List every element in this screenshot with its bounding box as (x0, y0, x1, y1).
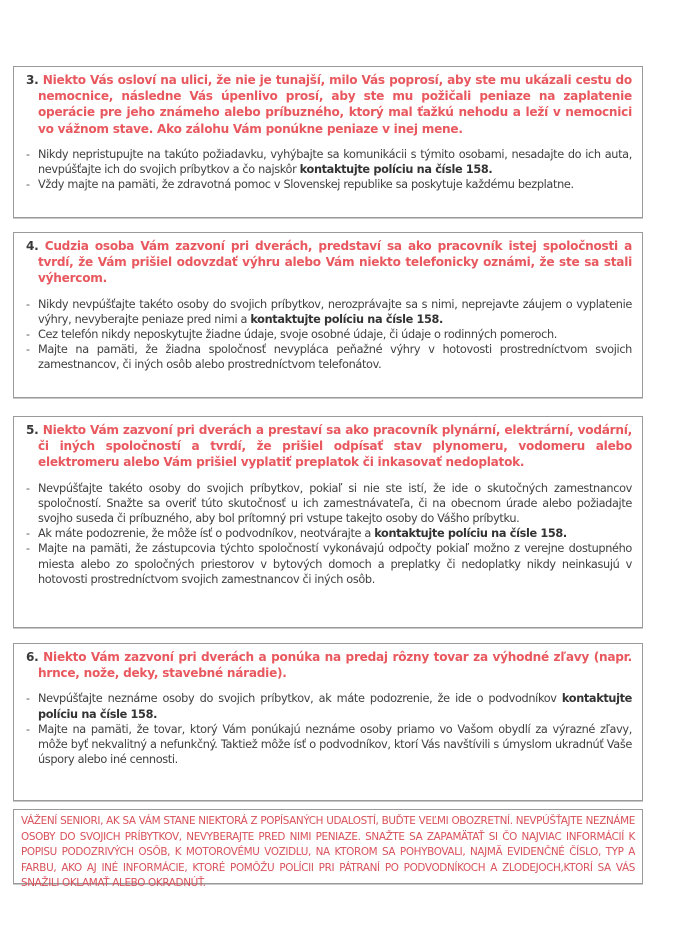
police-contact-text: kontaktujte políciu na čísle 158. (250, 312, 443, 326)
advice-text: Vždy majte na pamäti, že zdravotná pomoc v Slovenskej republike sa poskytuje každému bezplatne. (38, 178, 574, 192)
section-number: 4. (26, 239, 39, 253)
bullet-dash: - (26, 147, 30, 161)
bullet-dash: - (26, 328, 30, 342)
advice-list (26, 691, 632, 767)
section-box-3 (13, 66, 643, 218)
advice-text: Ak máte podozrenie, že môže ísť o podvodníkov, neotvárajte a (38, 527, 375, 541)
section-number: 6. (26, 650, 39, 664)
bullet-dash: - (26, 722, 30, 736)
advice-item (26, 297, 632, 327)
bullet-dash: - (26, 178, 30, 192)
bullet-dash: - (26, 527, 30, 541)
advice-text: Majte na pamäti, že žiadna spoločnosť nevypláca peňažné výhry v hotovosti prostredníctvom svojich zamestnancov, či iných osôb alebo prostredníctvom telefonátov. (38, 343, 632, 372)
section-heading (26, 649, 632, 681)
advice-text: Majte na pamäti, že zástupcovia týchto spoločností vykonávajú odpočty pokiaľ možno z verejne dostupného miesta alebo zo spoločných priestorov v bytových domoch a preplatky či nedoplatky nikdy neinkasujú v hotovosti prostredníctvom svojich zamestnancov či iných osôb. (38, 542, 632, 586)
section-heading-text: Cudzia osoba Vám zazvoní pri dverách, predstaví sa ako pracovník istej spoločnosti a tvrdí, že Vám prišiel odovzdať výhru alebo Vám niekto telefonicky oznámi, že ste sa stali výhercom. (38, 239, 632, 286)
section-heading-text: Niekto Vás osloví na ulici, že nie je tunajší, milo Vás poprosí, aby ste mu ukázali cestu do nemocnice, následne Vás úpenlivo prosí, aby ste mu požičali peniaze na zaplatenie operácie pre jeho známeho alebo príbuzného, ktorý mal ťažkú nehodu a leží v nemocnici vo vážnom stave. Ako zálohu Vám ponúkne peniaze v inej mene. (38, 73, 632, 136)
advice-item (26, 147, 632, 177)
advice-list (26, 147, 632, 193)
police-contact-text: kontaktujte políciu na čísle 158. (374, 527, 567, 541)
advice-list (26, 481, 632, 587)
section-box-6 (13, 643, 643, 801)
section-number: 5. (26, 423, 39, 437)
advice-text: Nevpúšťajte takéto osoby do svojich príbytkov, pokiaľ si nie ste istí, že ide o skutočných zamestnancov spoločností. Snažte sa overiť túto skutočnosť u ich zamestnávateľa, či na obecnom úrade alebo požiadajte svojho suseda či príbuzného, aby bol prítomný pri vstupe takejto osoby do Vášho príbytku. (38, 481, 632, 526)
advice-item (26, 177, 632, 192)
advice-item (26, 342, 632, 372)
warning-box (13, 809, 643, 890)
advice-text: Nikdy nevpúšťajte takéto osoby do svojich príbytkov, nerozprávajte sa s nimi, neprejavte záujem o vyplatenie výhry, nevyberajte peniaze pred nimi a (38, 297, 632, 326)
section-heading-text: Niekto Vám zazvoní pri dverách a prestaví sa ako pracovník plynární, elektrární, vodární, či iných spoločností a tvrdí, že prišiel odpísať stav plynomeru, vodomeru alebo elektromeru alebo Vám prišiel vyplatiť preplatok či inkasovať nedoplatok. (38, 423, 632, 470)
bullet-dash: - (26, 692, 30, 706)
section-heading-text: Niekto Vám zazvoní pri dverách a ponúka na predaj rôzny tovar za výhodné zľavy (napr. hrnce, nože, deky, stavebné náradie). (38, 650, 632, 681)
police-contact-text: kontaktujte políciu na čísle 158. (38, 692, 632, 721)
advice-list (26, 297, 632, 373)
bullet-dash: - (26, 481, 30, 495)
advice-text: Nevpúšťajte neznáme osoby do svojich príbytkov, ak máte podozrenie, že ide o podvodníkov (38, 692, 562, 706)
section-box-4 (13, 232, 643, 398)
advice-item (26, 481, 632, 527)
section-heading (26, 422, 632, 471)
advice-item (26, 526, 632, 541)
section-number: 3. (26, 73, 39, 87)
section-heading (26, 72, 632, 137)
advice-item (26, 722, 632, 768)
advice-text: Cez telefón nikdy neposkytujte žiadne údaje, svoje osobné údaje, či údaje o rodinných pomeroch. (38, 328, 558, 342)
bullet-dash: - (26, 297, 30, 311)
advice-text: Majte na pamäti, že tovar, ktorý Vám ponúkajú neznáme osoby priamo vo Vašom obydlí za výrazné zľavy, môže byť nekvalitný a nefunkčný. Taktiež môže ísť o podvodníkov, ktorí Vás navštívili s úmyslom ukradnúť Vaše úspory alebo iné cennosti. (38, 722, 632, 767)
advice-text: Nikdy nepristupujte na takúto požiadavku, vyhýbajte sa komunikácii s týmito osobami, nesadajte do ich auta, nevpúšťajte ich do svojich príbytkov a čo najskôr (38, 147, 632, 177)
bullet-dash: - (26, 542, 30, 556)
bullet-dash: - (26, 343, 30, 357)
section-heading (26, 238, 632, 287)
advice-item (26, 691, 632, 721)
police-contact-text: kontaktujte políciu na čísle 158. (299, 163, 493, 177)
section-box-5 (13, 416, 643, 628)
advice-item (26, 541, 632, 587)
advice-item (26, 327, 632, 342)
warning-text: VÁŽENÍ SENIORI, AK SA VÁM STANE NIEKTORÁ Z POPÍSANÝCH UDALOSTÍ, BUĎTE VEĽMI OBOZRETNÍ. NEVPÚŠŤAJTE NEZNÁME OSOBY DO SVOJICH PRÍBYTKOV, NEVYBERAJTE PRED NIMI PENIAZE. SNAŽTE SA ZAPAMÄTAŤ SI ČO NAJVIAC INFORMÁCIÍ K POPISU PODOZRIVÝCH OSÔB, K MOTOROVÉMU VOZIDLU, NA KTOROM SA POHYBOVALI, NAJMÄ EVIDENČNÉ ČÍSLO, TYP A FARBU, AKO AJ INÉ INFORMÁCIE, KTORÉ POMÔŽU POLÍCII PRI PÁTRANÍ PO PODVODNÍKOCH A ZLODEJOCH,KTORÍ SA VÁS SNAŽILI OKLAMAŤ ALEBO OKRADNÚŤ. (21, 815, 635, 890)
